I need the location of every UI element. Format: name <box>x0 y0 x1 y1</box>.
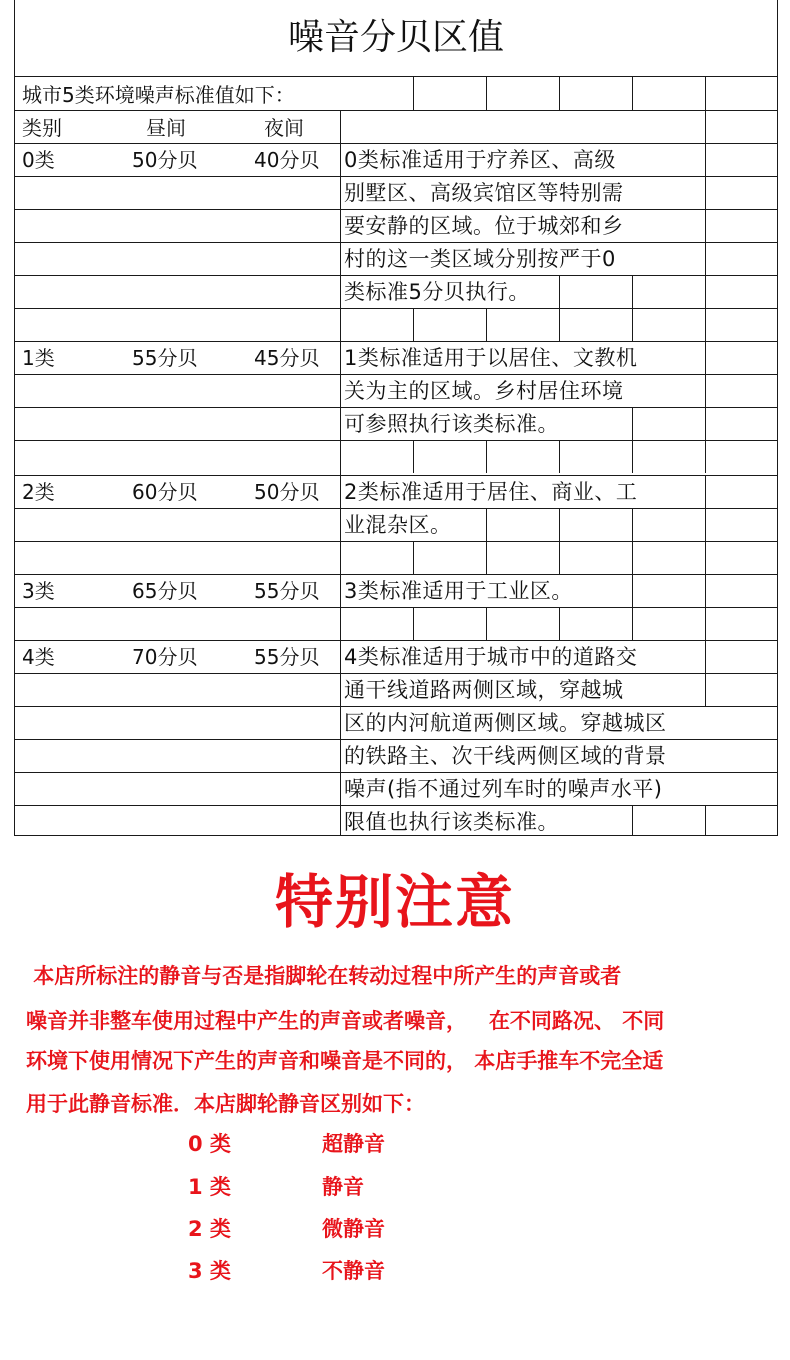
grid-line <box>559 508 560 541</box>
grid-line <box>14 541 778 542</box>
grid-line <box>705 640 706 673</box>
row-description-line: 限值也执行该类标准。 <box>344 810 559 834</box>
mute-class-number: 3 类 <box>188 1259 231 1283</box>
row-category: 4类 <box>22 645 55 669</box>
row-description-line: 3类标准适用于工业区。 <box>344 579 573 603</box>
row-day-value: 60分贝 <box>132 480 198 504</box>
grid-line <box>777 0 778 836</box>
row-description-line: 0类标准适用于疗养区、高级 <box>344 148 616 172</box>
row-category: 0类 <box>22 148 55 172</box>
notice-paragraph-line: 用于此静音标准．本店脚轮静音区别如下： <box>26 1092 425 1116</box>
row-description-line: 可参照执行该类标准。 <box>344 412 559 436</box>
grid-line <box>632 805 633 836</box>
grid-line <box>705 242 706 275</box>
grid-line <box>486 508 487 541</box>
grid-line <box>705 176 706 209</box>
mute-class-name: 超静音 <box>322 1132 385 1156</box>
grid-line <box>413 607 414 640</box>
grid-line <box>486 76 487 111</box>
grid-line <box>559 541 560 574</box>
grid-line <box>14 76 778 77</box>
grid-line <box>632 407 633 440</box>
grid-line <box>705 607 706 640</box>
grid-line <box>559 76 560 111</box>
grid-line <box>559 440 560 473</box>
grid-line <box>705 308 706 341</box>
header-night: 夜间 <box>264 116 304 140</box>
grid-line <box>14 607 778 608</box>
row-night-value: 55分贝 <box>254 579 320 603</box>
grid-line <box>705 440 706 473</box>
grid-line <box>705 407 706 440</box>
mute-class-number: 0 类 <box>188 1132 231 1156</box>
page-title: 噪音分贝区值 <box>287 17 504 58</box>
row-day-value: 65分贝 <box>132 579 198 603</box>
grid-line <box>559 308 560 341</box>
grid-line <box>632 541 633 574</box>
row-description-line: 噪声(指不通过列车时的噪声水平) <box>344 777 663 801</box>
notice-paragraph-line: 本店所标注的静音与否是指脚轮在转动过程中所产生的声音或者 <box>26 964 622 988</box>
grid-line <box>705 475 706 508</box>
grid-line <box>705 673 706 706</box>
grid-line <box>632 574 633 607</box>
grid-line <box>413 541 414 574</box>
row-description-line: 业混杂区。 <box>344 513 452 537</box>
row-category: 2类 <box>22 480 55 504</box>
row-night-value: 45分贝 <box>254 346 320 370</box>
grid-line <box>705 143 706 176</box>
grid-line <box>632 508 633 541</box>
header-day: 昼间 <box>146 116 186 140</box>
mute-class-name: 微静音 <box>322 1217 385 1241</box>
header-category: 类别 <box>22 116 62 140</box>
row-category: 3类 <box>22 579 55 603</box>
grid-line <box>632 76 633 111</box>
grid-line <box>632 607 633 640</box>
noise-standard-table <box>14 0 778 836</box>
grid-line <box>413 440 414 473</box>
row-description-line: 2类标准适用于居住、商业、工 <box>344 480 638 504</box>
notice-title: 特别注意 <box>274 868 515 936</box>
mute-class-number: 1 类 <box>188 1175 231 1199</box>
grid-line <box>705 574 706 607</box>
grid-line <box>705 341 706 374</box>
row-night-value: 50分贝 <box>254 480 320 504</box>
row-description-line: 的铁路主、次干线两侧区域的背景 <box>344 744 667 768</box>
row-description-line: 通干线道路两侧区域，穿越城 <box>344 678 624 702</box>
row-night-value: 55分贝 <box>254 645 320 669</box>
row-description-line: 区的内河航道两侧区域。穿越城区 <box>344 711 667 735</box>
row-day-value: 55分贝 <box>132 346 198 370</box>
grid-line <box>632 275 633 308</box>
grid-line <box>705 374 706 407</box>
row-description-line: 关为主的区域。乡村居住环境 <box>344 379 624 403</box>
grid-line <box>14 0 15 836</box>
grid-line <box>486 440 487 473</box>
row-day-value: 50分贝 <box>132 148 198 172</box>
grid-line <box>559 275 560 308</box>
table-intro: 城市5类环境噪声标准值如下： <box>22 83 295 107</box>
row-night-value: 40分贝 <box>254 148 320 172</box>
row-day-value: 70分贝 <box>132 645 198 669</box>
grid-line <box>632 308 633 341</box>
grid-line <box>632 440 633 473</box>
row-description-line: 别墅区、高级宾馆区等特别需 <box>344 181 624 205</box>
mute-class-name: 静音 <box>322 1175 364 1199</box>
grid-line <box>559 607 560 640</box>
grid-line <box>486 607 487 640</box>
row-description-line: 要安静的区域。位于城郊和乡 <box>344 214 624 238</box>
row-description-line: 类标准5分贝执行。 <box>344 280 530 304</box>
grid-line <box>705 76 706 111</box>
grid-line <box>705 275 706 308</box>
row-description-line: 1类标准适用于以居住、文教机 <box>344 346 638 370</box>
grid-line <box>14 308 778 309</box>
grid-line <box>705 541 706 574</box>
row-category: 1类 <box>22 346 55 370</box>
grid-line <box>705 805 706 836</box>
row-description-line: 4类标准适用于城市中的道路交 <box>344 645 638 669</box>
notice-paragraph-line: 环境下使用情况下产生的声音和噪音是不同的， 本店手推车不完全适 <box>26 1049 664 1073</box>
grid-line <box>705 209 706 242</box>
grid-line <box>705 110 706 143</box>
mute-class-name: 不静音 <box>322 1259 385 1283</box>
grid-line <box>413 308 414 341</box>
grid-line <box>340 110 341 836</box>
row-description-line: 村的这一类区域分别按严于0 <box>344 247 616 271</box>
notice-paragraph-line: 噪音并非整车使用过程中产生的声音或者噪音， 在不同路况、 不同 <box>26 1009 665 1033</box>
grid-line <box>14 440 778 441</box>
grid-line <box>705 508 706 541</box>
mute-class-number: 2 类 <box>188 1217 231 1241</box>
grid-line <box>413 76 414 111</box>
grid-line <box>486 541 487 574</box>
grid-line <box>486 308 487 341</box>
